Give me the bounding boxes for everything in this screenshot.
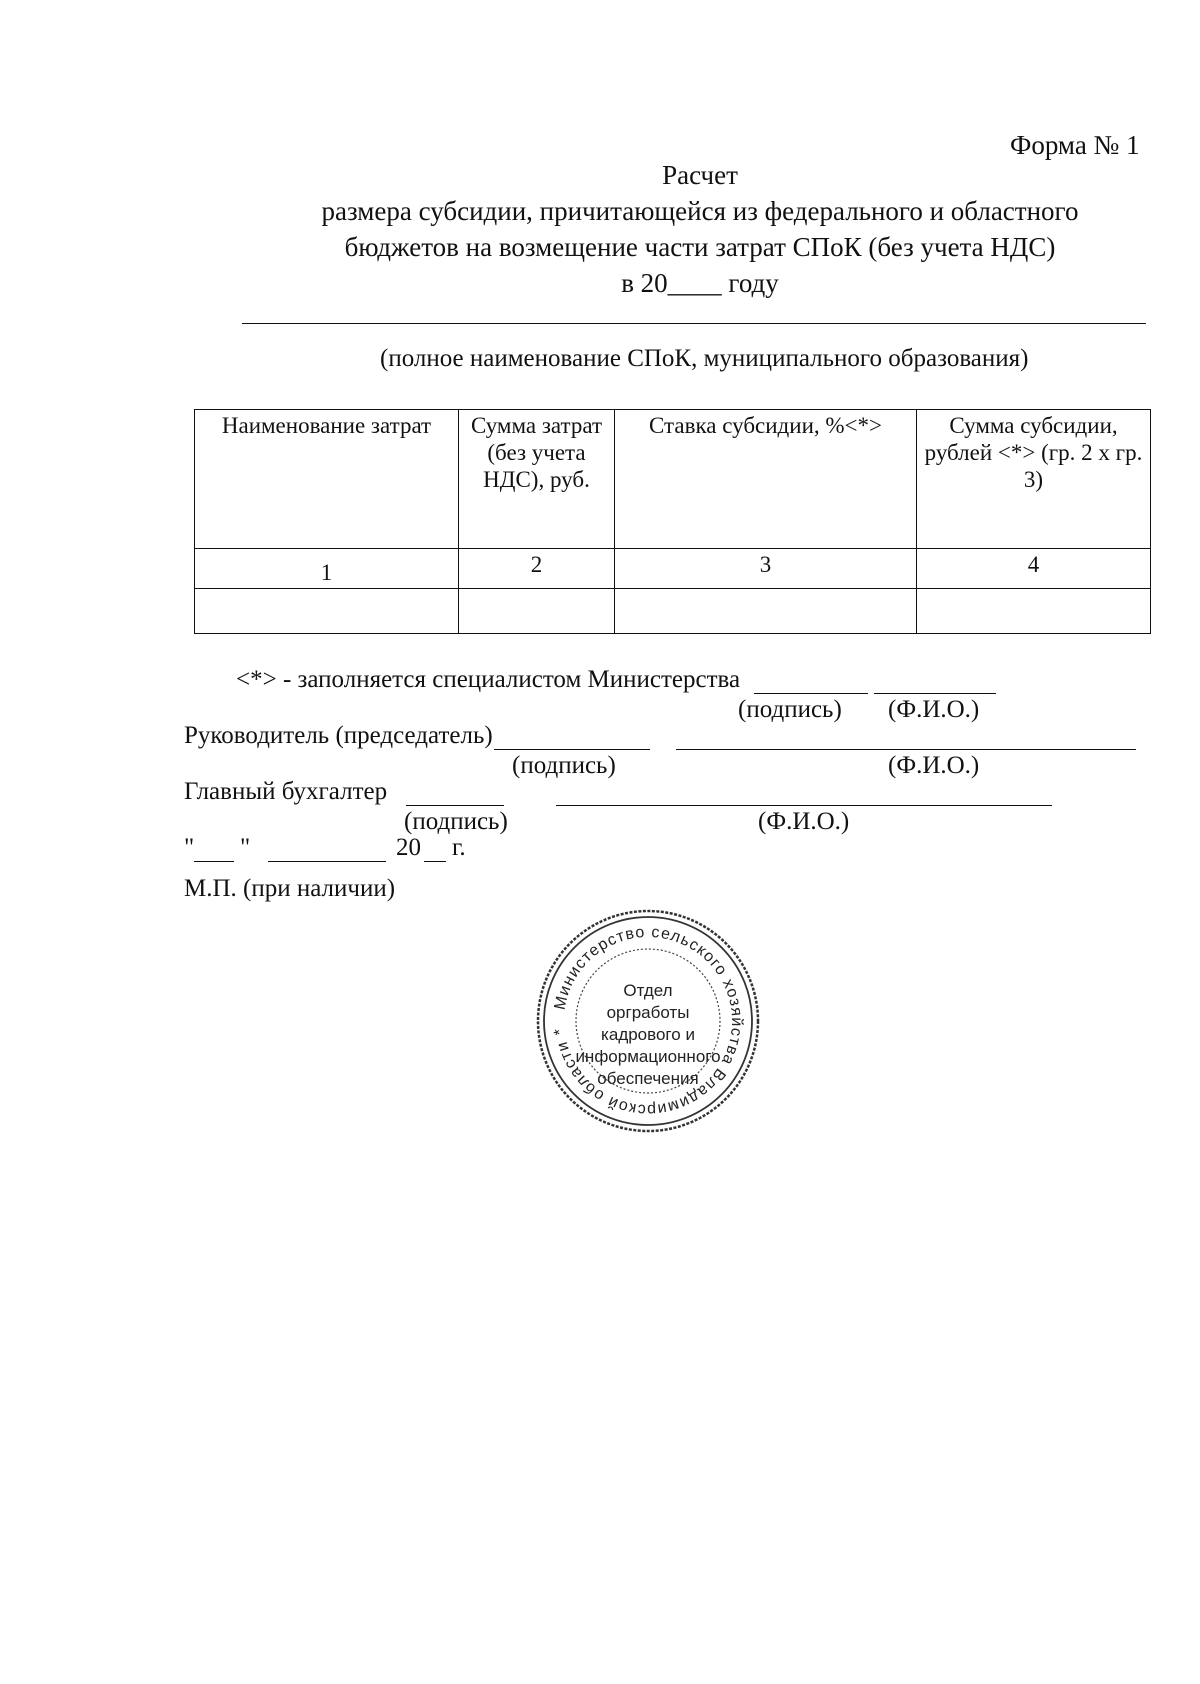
- date-year-line[interactable]: [424, 861, 446, 862]
- seal-line-3: кадрового и: [601, 1025, 695, 1044]
- title-line-2: размера субсидии, причитающейся из федерального и областного: [321, 196, 1079, 226]
- seal-line-2: оргработы: [606, 1003, 690, 1022]
- stamp-place-note: М.П. (при наличии): [184, 875, 396, 902]
- footnote-signature-line[interactable]: [754, 693, 868, 694]
- seal-line-4: информационного: [575, 1047, 721, 1066]
- footnote-fio-line[interactable]: [874, 693, 996, 694]
- column-number-4: 4: [917, 549, 1151, 589]
- head-fio-caption: (Ф.И.О.): [888, 752, 980, 779]
- date-year-prefix: 20: [396, 834, 421, 861]
- organization-name-caption: (полное наименование СПоК, муниципального образования): [380, 345, 1029, 372]
- column-number-2: 2: [459, 549, 615, 589]
- column-header-cost-sum: Сумма затрат (без учета НДС), руб.: [459, 410, 615, 549]
- head-label: Руководитель (председатель): [184, 722, 493, 749]
- column-header-subsidy-rate: Ставка субсидии, %<*>: [615, 410, 917, 549]
- seal-inner-text: [535, 980, 761, 1090]
- footnote-signature-caption: (подпись): [738, 696, 842, 723]
- table-row: [195, 589, 1151, 634]
- organization-name-line[interactable]: [242, 323, 1146, 324]
- column-number-3: 3: [615, 549, 917, 589]
- table-header-row: [195, 410, 1151, 549]
- cell-cost-sum[interactable]: [459, 589, 615, 634]
- document-title: [260, 158, 1140, 302]
- accountant-signature-line[interactable]: [406, 805, 504, 806]
- column-header-cost-name: Наименование затрат: [195, 410, 459, 549]
- date-month-line[interactable]: [268, 861, 386, 862]
- seal-line-5: обеспечения: [597, 1069, 699, 1088]
- title-line-4: в 20____ году: [621, 268, 779, 298]
- footnote-text: <*> - заполняется специалистом Министерства: [236, 666, 741, 693]
- column-header-subsidy-sum: Сумма субсидии, рублей <*> (гр. 2 х гр. 3): [917, 410, 1151, 549]
- accountant-fio-caption: (Ф.И.О.): [758, 808, 850, 835]
- subsidy-calculation-table: [194, 409, 1151, 634]
- date-quote-open: ": [184, 834, 195, 861]
- head-signature-line[interactable]: [494, 749, 650, 750]
- form-number-label: Форма № 1: [1010, 130, 1140, 160]
- cell-subsidy-rate[interactable]: [615, 589, 917, 634]
- head-fio-line[interactable]: [676, 749, 1136, 750]
- title-line-1: Расчет: [662, 160, 738, 190]
- date-quote-close: ": [240, 834, 251, 861]
- accountant-label: Главный бухгалтер: [184, 778, 388, 805]
- seal-line-1: Отдел: [623, 981, 673, 1000]
- cell-cost-name[interactable]: [195, 589, 459, 634]
- title-line-3: бюджетов на возмещение части затрат СПоК (без учета НДС): [344, 232, 1056, 262]
- accountant-signature-caption: (подпись): [404, 808, 508, 835]
- official-seal: [535, 908, 761, 1134]
- footnote-fio-caption: (Ф.И.О.): [888, 696, 980, 723]
- column-number-1: 1: [195, 549, 459, 589]
- date-year-suffix: г.: [452, 834, 466, 861]
- seal-ring-text: Министерство сельского хозяйства Владимирской области *: [551, 923, 746, 1119]
- head-signature-caption: (подпись): [512, 752, 616, 779]
- accountant-fio-line[interactable]: [556, 805, 1052, 806]
- date-day-line[interactable]: [194, 861, 234, 862]
- cell-subsidy-sum[interactable]: [917, 589, 1151, 634]
- table-numbering-row: [195, 549, 1151, 589]
